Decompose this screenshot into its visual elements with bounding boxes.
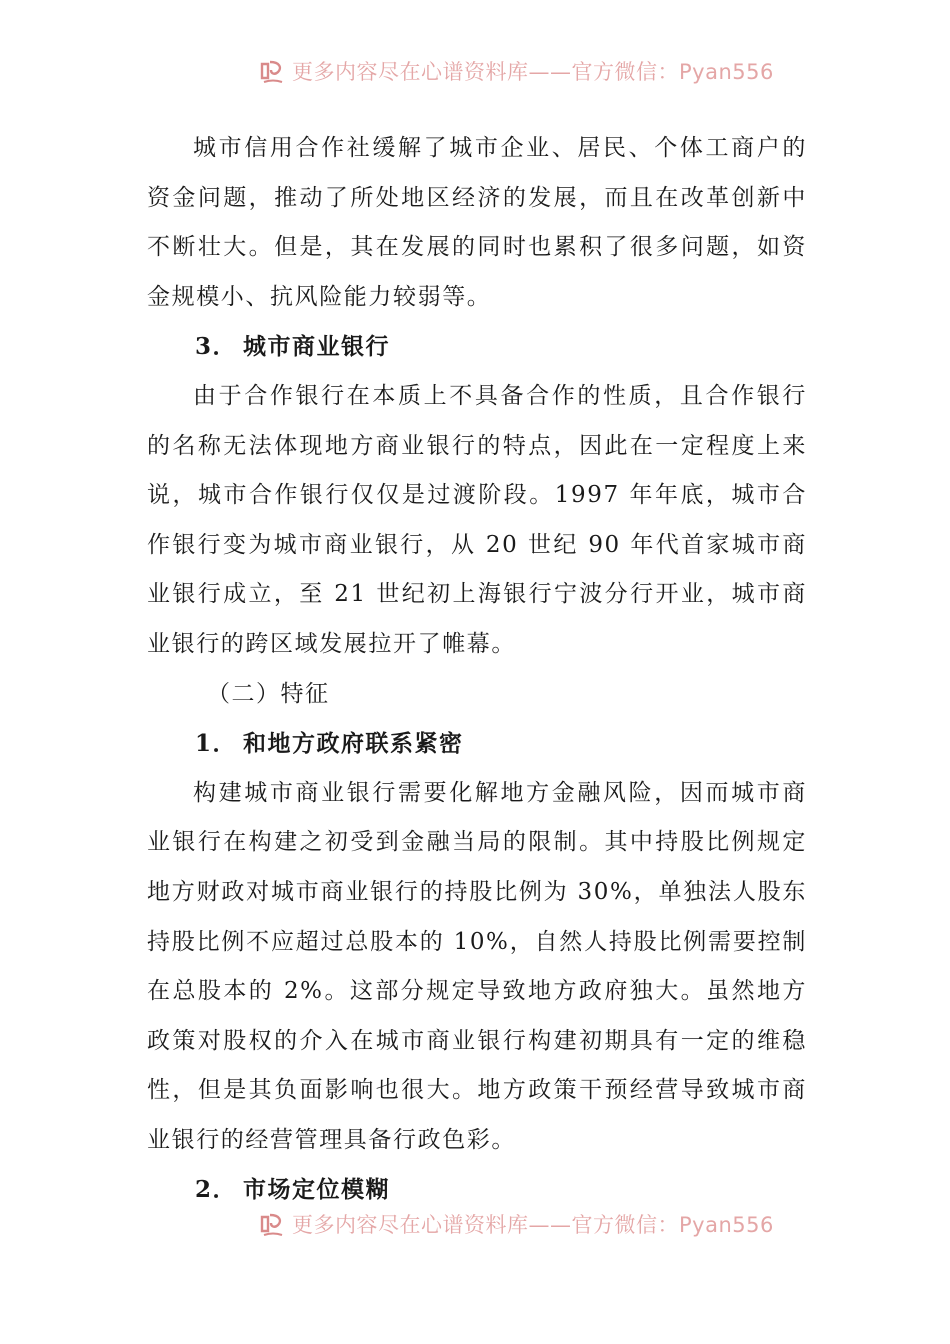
watermark-header — [258, 56, 774, 86]
heading-city-commercial-banks — [147, 322, 807, 372]
heading-market-positioning — [147, 1165, 807, 1215]
heading-local-government-ties — [147, 719, 807, 769]
document-body — [147, 124, 807, 1215]
paragraph-shareholding-rules: 构建城市商业银行需要化解地方金融风险，因而城市商业银行在构建之初受到金融当局的限制。其中持股比例规定地方财政对城市商业银行的持股比例为 30%，单独法人股东持股比例不应超过总股本的 10%，自然人持股比例需要控制在总股本的 2%。这部分规定导致地方政府独大。虽然地方政策对股权的介入在城市商业银行构建初期具有一定的维稳性，但是其负面影响也很大。地方政策干预经营导致城市商业银行的经营管理具备行政色彩。 — [147, 779, 807, 1153]
watermark-text: 更多内容尽在心谱资料库——官方微信：Pyan556 — [292, 1213, 774, 1237]
heading-number: 1． — [195, 730, 238, 758]
watermark-text: 更多内容尽在心谱资料库——官方微信：Pyan556 — [292, 60, 774, 84]
logo-icon — [258, 58, 286, 84]
heading-number: 3． — [195, 333, 238, 361]
heading-title: 和地方政府联系紧密 — [243, 730, 464, 758]
watermark-footer — [258, 1209, 774, 1239]
section-heading-features: （二）特征 — [207, 680, 330, 707]
paragraph-cooperative-to-commercial: 由于合作银行在本质上不具备合作的性质，且合作银行的名称无法体现地方商业银行的特点，因此在一定程度上来说，城市合作银行仅仅是过渡阶段。1997 年年底，城市合作银行变为城市商业银行，从 20 世纪 90 年代首家城市商业银行成立，至 21 世纪初上海银行宁波分行开业，城市商业银行的跨区域发展拉开了帷幕。 — [147, 382, 807, 657]
heading-title: 城市商业银行 — [243, 333, 391, 361]
logo-icon — [258, 1211, 286, 1237]
heading-title: 市场定位模糊 — [243, 1176, 391, 1204]
paragraph-credit-cooperatives: 城市信用合作社缓解了城市企业、居民、个体工商户的资金问题，推动了所处地区经济的发展，而且在改革创新中不断壮大。但是，其在发展的同时也累积了很多问题，如资金规模小、抗风险能力较弱等。 — [147, 135, 807, 310]
heading-number: 2． — [195, 1176, 238, 1204]
